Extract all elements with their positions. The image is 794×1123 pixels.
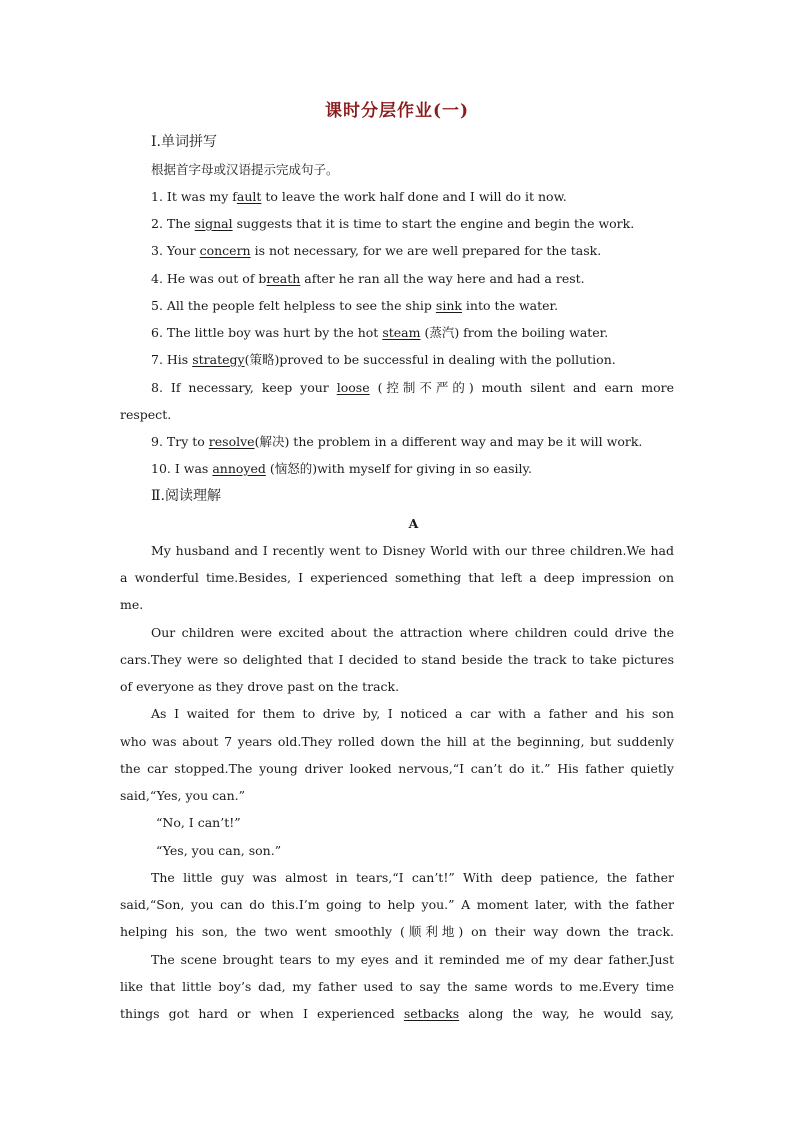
passage-line: The little guy was almost in tears,“I can’t!” With deep patience, the father (151, 870, 674, 885)
spelling-item (151, 461, 674, 477)
passage-line: the car stopped.The young driver looked nervous,“I can’t do it.” His father quietly (120, 761, 674, 776)
item-text: suggests that it is time to start the engine and begin the work. (232, 216, 635, 231)
item-text: I was (174, 461, 213, 476)
item-answer: steam (382, 325, 421, 340)
passage-line: The scene brought tears to my eyes and it reminded me of my dear father.Just (151, 952, 674, 967)
item-text: Try to (166, 434, 209, 449)
passage-line: me. (120, 597, 144, 612)
item-number: 8. (151, 380, 171, 395)
spelling-item (151, 298, 674, 314)
item-answer: ault (236, 189, 262, 204)
passage-line: who was about 7 years old.They rolled down the hill at the beginning, but suddenly (120, 734, 674, 749)
instruction-text: 根据首字母或汉语提示完成句子。 (151, 162, 339, 177)
spelling-item (151, 434, 674, 450)
item-answer: sink (435, 298, 462, 313)
item-answer: signal (194, 216, 233, 231)
spelling-item (151, 243, 674, 259)
item-text: (控制不严的) mouth silent and earn more (369, 380, 674, 395)
passage-text: things got hard or when I experienced (120, 1006, 404, 1021)
passage-line: like that little boy’s dad, my father used to say the same words to me.Every time (120, 979, 674, 994)
page-title: 课时分层作业(一) (324, 101, 470, 121)
passage-text: along the way, he would say, (459, 1006, 674, 1021)
item-text: (蒸汽) from the boiling water. (420, 325, 609, 340)
item-continuation: respect. (120, 407, 172, 422)
passage-line: of everyone as they drove past on the track. (120, 679, 400, 694)
passage-line: Our children were excited about the attraction where children could drive the (151, 625, 674, 640)
spelling-item (151, 271, 674, 287)
section-heading-spelling: Ⅰ.单词拼写 (151, 134, 217, 150)
item-answer: strategy (192, 352, 245, 367)
underlined-word: setbacks (403, 1006, 460, 1021)
passage-line: said,“Son, you can do this.I’m going to help you.” A moment later, with the father (120, 897, 674, 912)
spelling-item (151, 325, 674, 341)
item-text: (策略)proved to be successful in dealing with the pollution. (244, 352, 616, 367)
item-text: (解决) the problem in a different way and may be it will work. (254, 434, 643, 449)
item-text: It was my f (166, 189, 237, 204)
item-number: 3. (151, 243, 167, 258)
item-number: 1. (151, 189, 167, 204)
item-number: 5. (151, 298, 167, 313)
item-text: If necessary, keep your (170, 380, 337, 395)
spelling-item (151, 216, 674, 232)
item-answer: reath (266, 271, 301, 286)
passage-line (120, 1006, 674, 1022)
passage-line: “Yes, you can, son.” (156, 843, 282, 858)
passage-line: My husband and I recently went to Disney World with our three children.We had (151, 543, 674, 558)
item-answer: concern (199, 243, 251, 258)
item-text: The (166, 216, 195, 231)
item-text: His (166, 352, 193, 367)
item-number: 7. (151, 352, 167, 367)
item-number: 10. (151, 461, 175, 476)
item-text: into the water. (461, 298, 559, 313)
spelling-item (151, 380, 674, 396)
passage-line: cars.They were so delighted that I decided to stand beside the track to take pictures (120, 652, 674, 667)
item-text: Your (166, 243, 200, 258)
item-answer: loose (336, 380, 370, 395)
passage-line: said,“Yes, you can.” (120, 788, 245, 803)
passage-line: a wonderful time.Besides, I experienced something that left a deep impression on (120, 570, 674, 585)
item-number: 4. (151, 271, 167, 286)
spelling-item (151, 352, 674, 368)
item-text: The little boy was hurt by the hot (166, 325, 383, 340)
item-text: is not necessary, for we are well prepared for the task. (250, 243, 602, 258)
item-text: He was out of b (166, 271, 267, 286)
item-answer: resolve (208, 434, 255, 449)
item-text: All the people felt helpless to see the ship (166, 298, 436, 313)
section-heading-reading: Ⅱ.阅读理解 (151, 488, 221, 504)
item-answer: annoyed (212, 461, 266, 476)
passage-line: As I waited for them to drive by, I noticed a car with a father and his son (151, 706, 674, 721)
item-text: to leave the work half done and I will do it now. (261, 189, 567, 204)
item-text: after he ran all the way here and had a rest. (300, 271, 585, 286)
item-number: 9. (151, 434, 167, 449)
spelling-item (151, 189, 674, 205)
item-number: 6. (151, 325, 167, 340)
item-text: (恼怒的)with myself for giving in so easily. (265, 461, 532, 476)
passage-label: A (408, 516, 419, 531)
passage-line: “No, I can’t!” (156, 815, 241, 830)
passage-line: helping his son, the two went smoothly (顺利地) on their way down the track. (120, 924, 674, 939)
item-number: 2. (151, 216, 167, 231)
